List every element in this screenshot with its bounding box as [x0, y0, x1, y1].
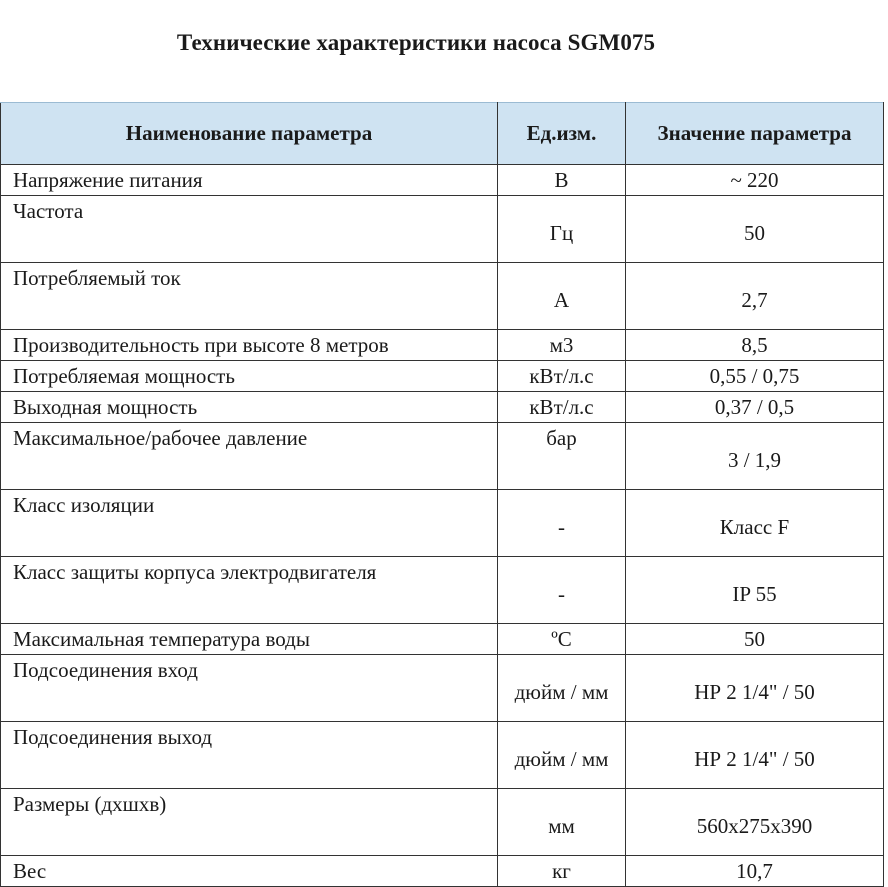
document-title: Технические характеристики насоса SGM075: [176, 30, 656, 55]
parameter-value: НР 2 1/4" / 50: [626, 655, 884, 722]
header-parameter-name: Наименование параметра: [1, 103, 498, 165]
table-row: [1, 490, 884, 557]
table-row: [1, 722, 884, 789]
parameter-value: IP 55: [626, 557, 884, 624]
parameter-unit: кВт/л.с: [498, 392, 626, 423]
parameter-unit: м3: [498, 330, 626, 361]
table-row: [1, 856, 884, 887]
parameter-unit: ºС: [498, 624, 626, 655]
parameter-name: Частота: [1, 196, 498, 263]
parameter-unit: мм: [498, 789, 626, 856]
parameter-value: 8,5: [626, 330, 884, 361]
parameter-value: 3 / 1,9: [626, 423, 884, 490]
table-row: [1, 165, 884, 196]
parameter-unit: Гц: [498, 196, 626, 263]
parameter-value: 50: [626, 624, 884, 655]
parameter-unit: В: [498, 165, 626, 196]
parameter-unit: -: [498, 490, 626, 557]
parameter-name: Потребляемая мощность: [1, 361, 498, 392]
table-row: [1, 423, 884, 490]
parameter-value: Класс F: [626, 490, 884, 557]
table-row: [1, 196, 884, 263]
parameter-name: Напряжение питания: [1, 165, 498, 196]
parameter-name: Размеры (дхшхв): [1, 789, 498, 856]
table-row: [1, 789, 884, 856]
parameter-unit: дюйм / мм: [498, 722, 626, 789]
header-unit: Ед.изм.: [498, 103, 626, 165]
parameter-value: 0,55 / 0,75: [626, 361, 884, 392]
table-row: [1, 330, 884, 361]
table-row: [1, 557, 884, 624]
parameter-value: НР 2 1/4" / 50: [626, 722, 884, 789]
parameter-unit: бар: [498, 423, 626, 490]
parameter-name: Класс защиты корпуса электродвигателя: [1, 557, 498, 624]
parameter-unit: кВт/л.с: [498, 361, 626, 392]
table-row: [1, 624, 884, 655]
parameter-name: Максимальное/рабочее давление: [1, 423, 498, 490]
parameter-value: 0,37 / 0,5: [626, 392, 884, 423]
parameter-unit: А: [498, 263, 626, 330]
table-row: [1, 361, 884, 392]
parameter-value: 50: [626, 196, 884, 263]
parameter-name: Максимальная температура воды: [1, 624, 498, 655]
table-row: [1, 655, 884, 722]
parameter-name: Вес: [1, 856, 498, 887]
specifications-table: [0, 102, 884, 887]
table-row: [1, 392, 884, 423]
parameter-value: 560x275x390: [626, 789, 884, 856]
parameter-name: Подсоединения выход: [1, 722, 498, 789]
table-row: [1, 263, 884, 330]
parameter-unit: -: [498, 557, 626, 624]
parameter-name: Класс изоляции: [1, 490, 498, 557]
parameter-unit: кг: [498, 856, 626, 887]
parameter-value: 2,7: [626, 263, 884, 330]
parameter-value: 10,7: [626, 856, 884, 887]
parameter-name: Потребляемый ток: [1, 263, 498, 330]
header-value: Значение параметра: [626, 103, 884, 165]
parameter-name: Выходная мощность: [1, 392, 498, 423]
parameter-value: ~ 220: [626, 165, 884, 196]
table-header-row: [1, 103, 884, 165]
parameter-name: Подсоединения вход: [1, 655, 498, 722]
parameter-unit: дюйм / мм: [498, 655, 626, 722]
parameter-name: Производительность при высоте 8 метров: [1, 330, 498, 361]
